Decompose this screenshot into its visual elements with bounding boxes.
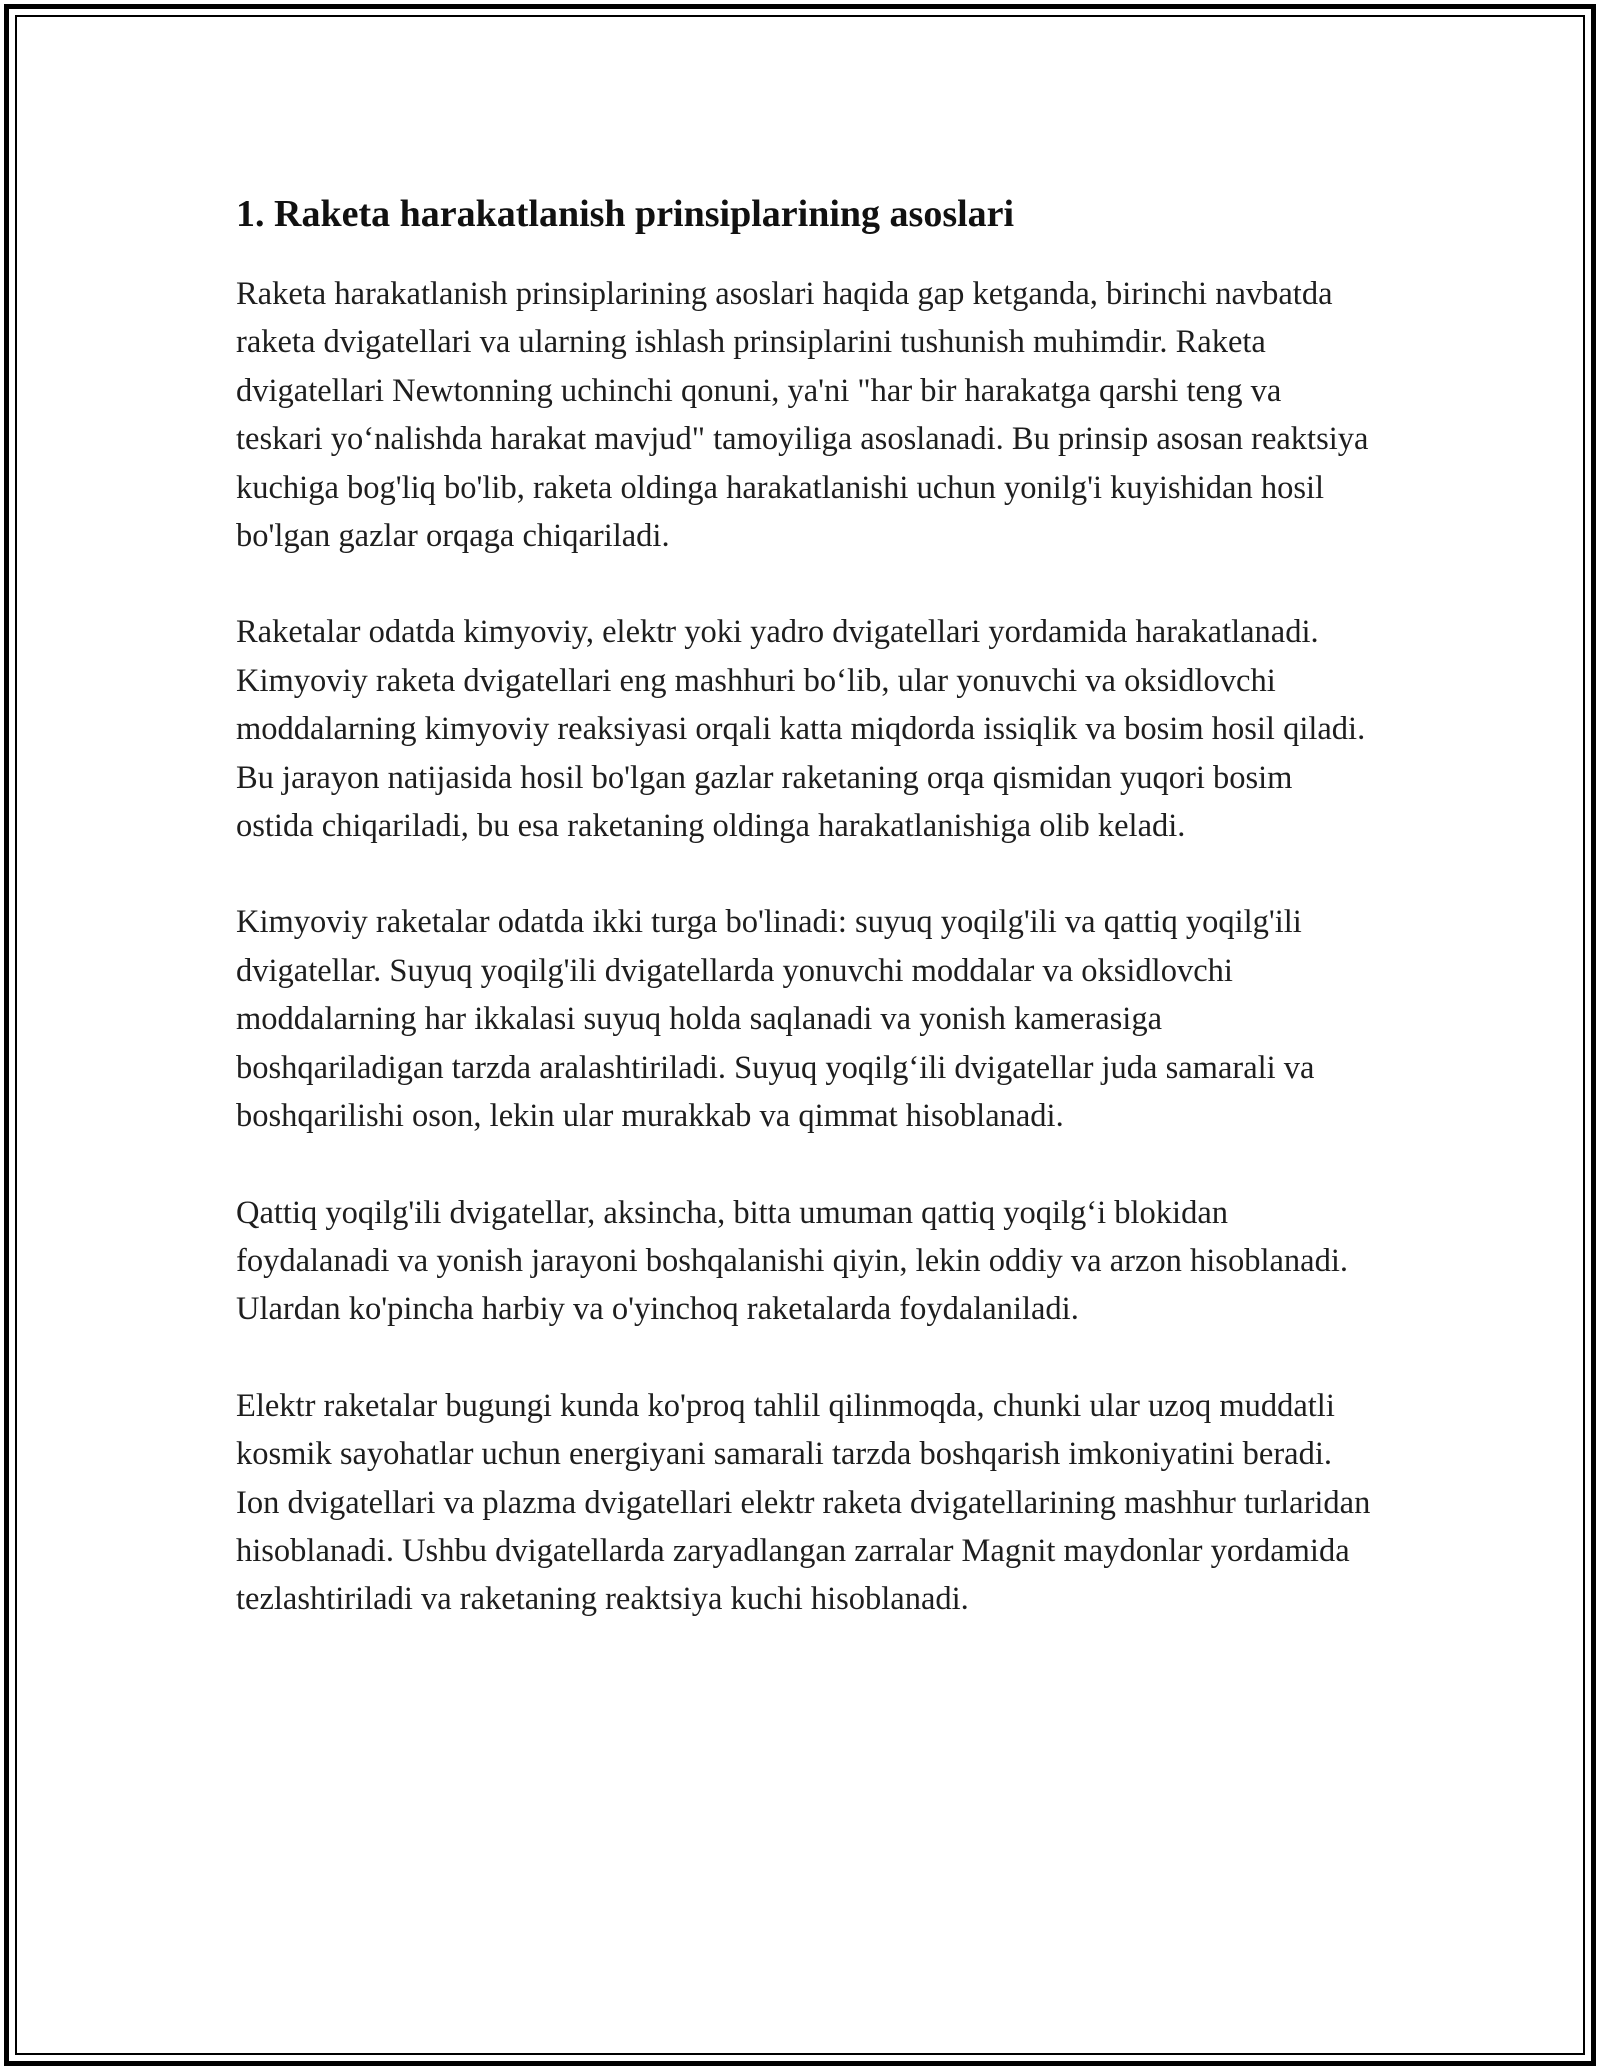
paragraph-5: Elektr raketalar bugungi kunda ko'proq tahlil qilinmoqda, chunki ular uzoq muddatli kosmik sayohatlar uchun energiyani samarali tarzda boshqarish imkoniyatini beradi. Ion dvigatellari va plazma dvigatellari elektr raketa dvigatellarining mashhur turlaridan hisoblanadi. Ushbu dvigatellarda zaryadlangan zarralar Magnit maydonlar yordamida tezlashtiriladi va raketaning reaktsiya kuchi hisoblanadi.: [236, 1387, 1371, 1618]
paragraph-4: Qattiq yoqilg'ili dvigatellar, aksincha, bitta umuman qattiq yoqilg‘i blokidan foydalanadi va yonish jarayoni boshqalanishi qiyin, lekin oddiy va arzon hisoblanadi. Ulardan ko'pincha harbiy va o'yinchoq raketalarda foydalaniladi.: [236, 1194, 1348, 1328]
paragraph-3: Kimyoviy raketalar odatda ikki turga bo'linadi: suyuq yoqilg'ili va qattiq yoqilg'ili dvigatellar. Suyuq yoqilg'ili dvigatellarda yonuvchi moddalar va oksidlovchi moddalarning har ikkalasi suyuq holda saqlanadi va yonish kamerasiga boshqariladigan tarzda aralashtiriladi. Suyuq yoqilg‘ili dvigatellar juda samarali va boshqarilishi oson, lekin ular murakkab va qimmat hisoblanadi.: [236, 904, 1315, 1135]
paragraph-1: Raketa harakatlanish prinsiplarining asoslari haqida gap ketganda, birinchi navbatda raketa dvigatellari va ularning ishlash prinsiplarini tushunish muhimdir. Raketa dvigatellari Newtonning uchinchi qonuni, ya'ni "har bir harakatga qarshi teng va teskari yo‘nalishda harakat mavjud" tamoyiliga asoslanadi. Bu prinsip asosan reaktsiya kuchiga bog'liq bo'lib, raketa oldinga harakatlanishi uchun yonilg'i kuyishidan hosil bo'lgan gazlar orqaga chiqariladi.: [236, 276, 1369, 555]
section-heading: 1. Raketa harakatlanish prinsiplarining asoslari: [236, 193, 1015, 235]
paragraph-2: Raketalar odatda kimyoviy, elektr yoki yadro dvigatellari yordamida harakatlanadi. Kimyoviy raketa dvigatellari eng mashhuri bo‘lib, ular yonuvchi va oksidlovchi moddalarning kimyoviy reaksiyasi orqali katta miqdorda issiqlik va bosim hosil qiladi. Bu jarayon natijasida hosil bo'lgan gazlar raketaning orqa qismidan yuqori bosim ostida chiqariladi, bu esa raketaning oldinga harakatlanishiga olib keladi.: [236, 614, 1366, 845]
document-content: [236, 186, 1376, 1672]
